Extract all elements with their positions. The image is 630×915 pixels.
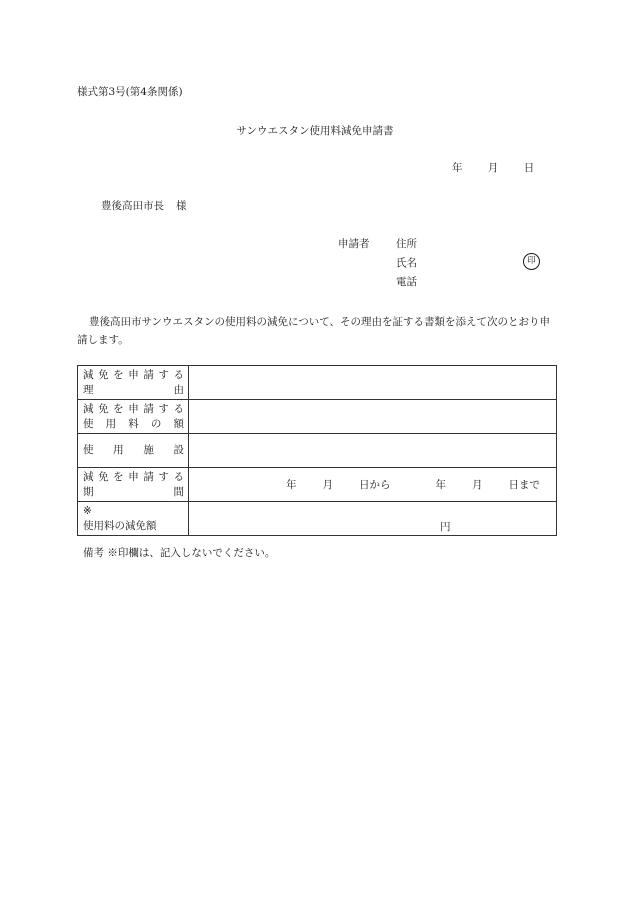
table-row — [78, 468, 557, 502]
amount-label — [78, 400, 189, 434]
period-to-year: 年 — [435, 479, 446, 491]
date-day: 日 — [523, 162, 535, 174]
reason-label-line1: 減 免 を 申 請 す る — [83, 368, 184, 381]
period-range — [189, 468, 556, 501]
addressee-honorific: 様 — [176, 200, 187, 212]
facility-label — [78, 434, 189, 468]
reason-input-cell[interactable] — [189, 366, 557, 400]
form-number: 様式第3号(第4条関係) — [77, 86, 183, 98]
application-statement: 豊後高田市サンウエスタンの使用料の減免について、その理由を証する書類を添えて次のとおり申請します。 — [77, 316, 551, 346]
name-field-label: 氏名 — [396, 257, 417, 269]
yen-unit: 円 — [440, 521, 451, 533]
document-title: サンウエスタン使用料減免申請書 — [236, 125, 394, 137]
address-field-label: 住所 — [396, 238, 417, 250]
period-from-year: 年 — [286, 479, 297, 491]
reduced-amount-input-cell[interactable] — [189, 502, 557, 536]
period-label — [78, 468, 189, 502]
period-input-cell[interactable] — [189, 468, 557, 502]
period-label-line2: 期 間 — [83, 485, 184, 498]
amount-label-line1: 減 免 を 申 請 す る — [83, 402, 184, 415]
applicant-label: 申請者 — [338, 238, 370, 250]
date-line — [452, 160, 534, 175]
phone-field-label: 電話 — [396, 276, 417, 288]
facility-input-cell[interactable] — [189, 434, 557, 468]
period-from-day: 日から — [359, 479, 391, 491]
table-row — [78, 502, 557, 536]
addressee-name: 豊後高田市長 — [101, 200, 164, 212]
reduced-amount-label — [78, 502, 189, 536]
reason-label-line2: 理 由 — [83, 383, 184, 396]
application-table — [77, 365, 557, 536]
period-from-month: 月 — [322, 479, 333, 491]
date-year: 年 — [452, 162, 463, 174]
amount-input-cell[interactable] — [189, 400, 557, 434]
reduced-amount-text: 使用料の減免額 — [83, 519, 157, 532]
reason-label — [78, 366, 189, 400]
period-to-day: 日まで — [508, 479, 540, 491]
facility-label-line: 使 用 施 設 — [83, 444, 184, 456]
remarks-note: 備考 ※印欄は、記入しないでください。 — [83, 547, 276, 559]
table-row — [78, 400, 557, 434]
office-use-mark: ※ — [83, 504, 92, 517]
date-month: 月 — [487, 162, 499, 174]
seal-mark: 印 — [523, 253, 540, 270]
period-to-month: 月 — [472, 479, 483, 491]
amount-label-line2: 使 用 料 の 額 — [83, 417, 184, 430]
table-row — [78, 366, 557, 400]
addressee — [101, 198, 187, 213]
table-row — [78, 434, 557, 468]
period-label-line1: 減 免 を 申 請 す る — [83, 470, 184, 483]
